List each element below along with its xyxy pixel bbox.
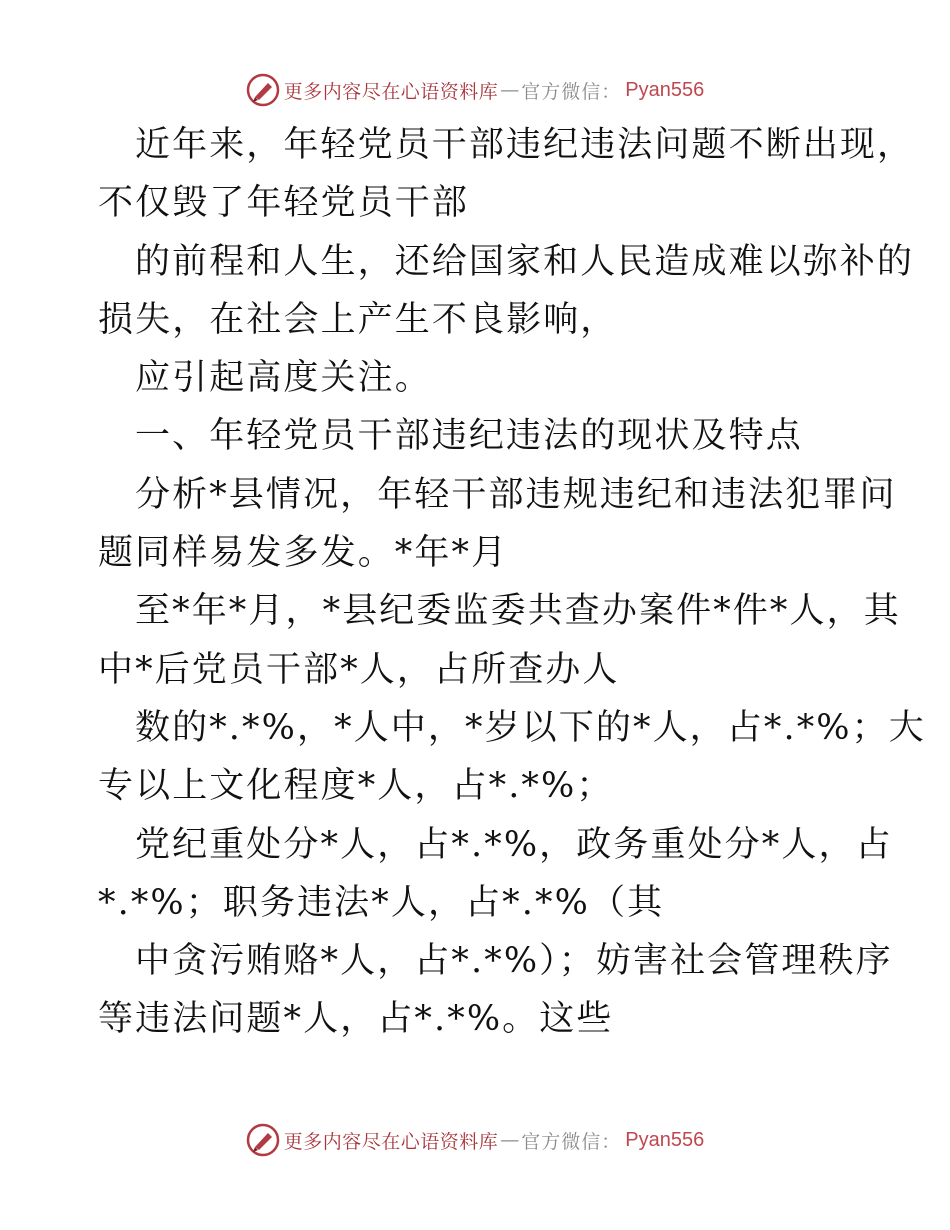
text-line: *.*%；职务违法*人，占*.*%（其 <box>98 882 665 923</box>
text-line: 数的*.*%，*人中，*岁以下的*人，占*.*%；大 <box>135 707 926 748</box>
text-line: 题同样易发多发。*年*月 <box>98 533 509 574</box>
text-line: 专以上文化程度*人，占*.*%； <box>98 766 614 807</box>
section-heading: 一、年轻党员干部违纪违法的现状及特点 <box>135 416 803 457</box>
banner-brand-text: 更多内容尽在心语资料库 <box>283 1130 499 1153</box>
footer-banner <box>0 1120 950 1160</box>
text-line: 至*年*月，*县纪委监委共查办案件*件*人，其 <box>135 591 901 632</box>
text-line: 近年来，年轻党员干部违纪违法问题不断出现， <box>135 125 915 165</box>
pen-logo-icon <box>246 1123 280 1157</box>
text-line: 不仅毁了年轻党员干部 <box>98 183 470 224</box>
text-line: 分析*县情况，年轻干部违规违纪和违法犯罪问 <box>135 474 897 515</box>
text-line: 损失，在社会上产生不良影响， <box>98 299 618 340</box>
banner-contact-label: 官方微信： <box>521 80 622 103</box>
text-line: 党纪重处分*人，占*.*%，政务重处分*人，占 <box>135 824 893 865</box>
banner-wechat-id: Pyan556 <box>625 78 705 101</box>
banner-wechat-id: Pyan556 <box>625 1128 705 1151</box>
pen-logo-icon <box>246 73 280 107</box>
text-line: 等违法问题*人，占*.*%。这些 <box>98 999 614 1040</box>
banner-separator: — <box>500 79 520 101</box>
text-line: 中贪污贿赂*人，占*.*%）；妨害社会管理秩序 <box>135 941 893 982</box>
text-line: 中*后党员干部*人，占所查办人 <box>98 649 620 690</box>
header-banner <box>0 70 950 110</box>
document-body <box>98 116 926 1049</box>
text-line: 的前程和人生，还给国家和人民造成难以弥补的 <box>135 241 915 282</box>
banner-contact-label: 官方微信： <box>521 1130 622 1153</box>
banner-brand-text: 更多内容尽在心语资料库 <box>283 80 499 103</box>
banner-separator: — <box>500 1129 520 1151</box>
text-line: 应引起高度关注。 <box>135 358 432 399</box>
